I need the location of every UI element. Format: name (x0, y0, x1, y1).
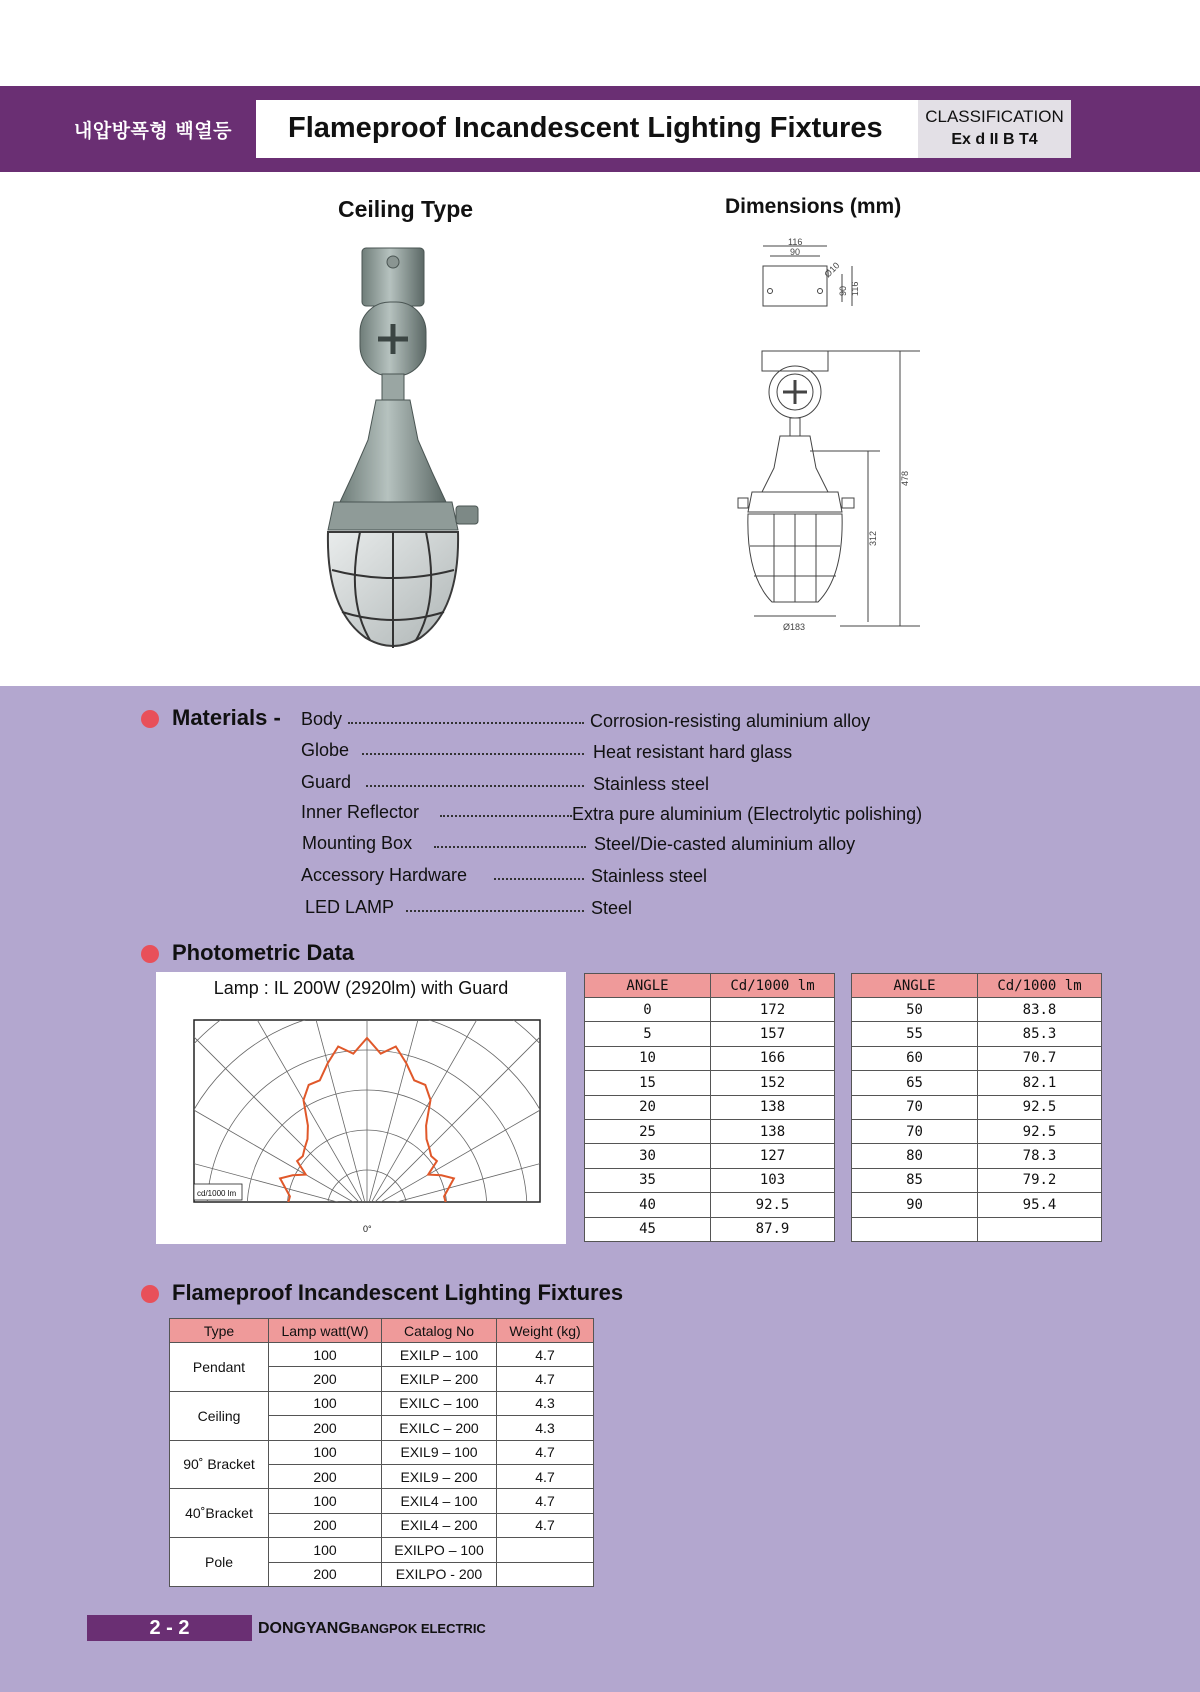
polar-ring (156, 972, 566, 1244)
table-row (585, 1193, 835, 1217)
lamp-watt-header: Lamp watt(W) (269, 1319, 382, 1343)
cd-cell: 138 (711, 1095, 835, 1119)
cd-cell: 172 (711, 998, 835, 1022)
polar-spoke (367, 972, 566, 1210)
watt-cell: 100 (269, 1391, 382, 1415)
cd-cell: 92.5 (711, 1193, 835, 1217)
cd-cell: 138 (711, 1119, 835, 1143)
angle-cell: 50 (852, 998, 978, 1022)
angle-cell: 0 (585, 998, 711, 1022)
dim-90-v: 90 (838, 285, 848, 296)
header-band (0, 86, 1200, 172)
dim-116-v: 116 (850, 281, 860, 296)
table-row (852, 1217, 1102, 1241)
material-value-globe: Heat resistant hard glass (593, 742, 793, 762)
angle-cell: 45 (585, 1217, 711, 1241)
catalog-cell: EXILC – 200 (382, 1416, 497, 1440)
table-row (585, 1095, 835, 1119)
company-main: DONGYANG (258, 1620, 351, 1637)
material-part-accessory-hardware: Accessory Hardware (301, 865, 468, 885)
type-header: Type (170, 1319, 269, 1343)
angle-table-1 (584, 973, 835, 1242)
angle-cell: 55 (852, 1022, 978, 1046)
angle-cell: 25 (585, 1119, 711, 1143)
type-cell: 40˚Bracket (170, 1489, 269, 1538)
material-part-guard: Guard (301, 772, 352, 792)
lamp-label: Lamp : IL 200W (2920lm) with Guard (213, 978, 509, 998)
catalog-cell: EXIL9 – 200 (382, 1464, 497, 1488)
material-part-mounting-box: Mounting Box (302, 833, 413, 853)
table-row (585, 1022, 835, 1046)
cd-cell: 79.2 (978, 1168, 1102, 1192)
polar-diagram (156, 972, 566, 1244)
angle-header: ANGLE (852, 974, 978, 998)
material-value-mounting-box: Steel/Die-casted aluminium alloy (594, 834, 856, 854)
leader-dots (434, 844, 586, 848)
ceiling-type-caption: Ceiling Type (338, 196, 474, 222)
cd-cell: 152 (711, 1071, 835, 1095)
catalog-cell: EXILC – 100 (382, 1391, 497, 1415)
table-row (852, 1144, 1102, 1168)
material-value-inner-reflector: Extra pure aluminium (Electrolytic polishing) (572, 804, 923, 824)
angle-cell: 60 (852, 1046, 978, 1070)
leader-dots (366, 783, 584, 787)
polar-ring (156, 972, 566, 1244)
table-row (585, 998, 835, 1022)
watt-cell: 100 (269, 1440, 382, 1464)
cd-cell: 92.5 (978, 1119, 1102, 1143)
angle-cell: 80 (852, 1144, 978, 1168)
angle-table-2 (851, 973, 1102, 1242)
weight-cell: 4.3 (497, 1391, 594, 1415)
angle-cell: 15 (585, 1071, 711, 1095)
angle-cell: 5 (585, 1022, 711, 1046)
dim-478: 478 (900, 470, 910, 486)
material-value-accessory-hardware: Stainless steel (591, 866, 708, 886)
angle-cell: 20 (585, 1095, 711, 1119)
cd-cell: 166 (711, 1046, 835, 1070)
polar-spoke (367, 972, 566, 1210)
table-row (170, 1391, 594, 1415)
dim-phi183: Ø183 (783, 622, 806, 632)
watt-cell: 100 (269, 1489, 382, 1513)
cd-cell (978, 1217, 1102, 1241)
korean-title: 내압방폭형 백열등 (74, 120, 232, 142)
fixtures-bullet (141, 1285, 159, 1303)
table-row (852, 1193, 1102, 1217)
catalog-cell: EXIL4 – 200 (382, 1513, 497, 1537)
material-value-body: Corrosion-resisting aluminium alloy (590, 711, 871, 731)
material-part-body: Body (301, 709, 343, 729)
cd-cell: 127 (711, 1144, 835, 1168)
cd-cell: 95.4 (978, 1193, 1102, 1217)
angle-cell: 70 (852, 1119, 978, 1143)
classification-value: Ex d II B T4 (951, 131, 1038, 148)
cd-cell: 87.9 (711, 1217, 835, 1241)
cd-cell: 78.3 (978, 1144, 1102, 1168)
weight-cell: 4.7 (497, 1440, 594, 1464)
page-number: 2 - 2 (87, 1615, 252, 1641)
table-row (585, 1119, 835, 1143)
dim-phi10: Ø10 (822, 260, 842, 280)
weight-cell (497, 1538, 594, 1562)
catalog-cell: EXILPO - 200 (382, 1562, 497, 1586)
angle-cell: 65 (852, 1071, 978, 1095)
weight-cell: 4.7 (497, 1464, 594, 1488)
angle-cell: 30 (585, 1144, 711, 1168)
angle-cell: 10 (585, 1046, 711, 1070)
materials-bullet (141, 710, 159, 728)
zero-angle-label: 0° (363, 1224, 372, 1234)
catalog-cell: EXILPO – 100 (382, 1538, 497, 1562)
table-row (852, 1046, 1102, 1070)
catalog-cell: EXIL9 – 100 (382, 1440, 497, 1464)
dimensions-drawing (730, 236, 930, 661)
dim-90-h: 90 (790, 247, 801, 257)
catalog-cell: EXILP – 200 (382, 1367, 497, 1391)
type-cell: Pendant (170, 1343, 269, 1392)
company-name (258, 1620, 486, 1638)
type-cell: Pole (170, 1538, 269, 1587)
watt-cell: 100 (269, 1538, 382, 1562)
classification-label: CLASSIFICATION (925, 107, 1064, 126)
angle-cell: 90 (852, 1193, 978, 1217)
watt-cell: 200 (269, 1464, 382, 1488)
title-box (256, 100, 918, 158)
table-row (585, 1071, 835, 1095)
leader-dots (406, 908, 584, 912)
type-cell: Ceiling (170, 1391, 269, 1440)
watt-cell: 100 (269, 1343, 382, 1367)
material-part-globe: Globe (301, 740, 350, 760)
cd-cell: 103 (711, 1168, 835, 1192)
fixture-photo (320, 240, 520, 655)
watt-cell: 200 (269, 1513, 382, 1537)
table-row (585, 1217, 835, 1241)
watt-cell: 200 (269, 1562, 382, 1586)
cd-cell: 157 (711, 1022, 835, 1046)
dimensions-caption: Dimensions (mm) (725, 195, 902, 218)
polar-ring (167, 1010, 566, 1244)
materials-title: Materials - (172, 705, 281, 730)
table-row (170, 1343, 594, 1367)
page-title: Flameproof Incandescent Lighting Fixtures (288, 112, 883, 144)
leader-dots (362, 751, 584, 755)
material-part-led-lamp: LED LAMP (305, 897, 395, 917)
company-sub: BANGPOK ELECTRIC (350, 1621, 486, 1636)
weight-cell: 4.7 (497, 1367, 594, 1391)
cd-cell: 92.5 (978, 1095, 1102, 1119)
material-value-led-lamp: Steel (591, 898, 633, 918)
table-row (852, 1095, 1102, 1119)
table-row (852, 1022, 1102, 1046)
weight-header: Weight (kg) (497, 1319, 594, 1343)
table-row (585, 1168, 835, 1192)
type-cell: 90˚ Bracket (170, 1440, 269, 1489)
polar-spoke (156, 1106, 367, 1210)
cd-header: Cd/1000 lm (711, 974, 835, 998)
leader-dots (440, 813, 572, 817)
dim-312: 312 (868, 530, 878, 546)
leader-dots (494, 876, 584, 880)
material-part-inner-reflector: Inner Reflector (301, 802, 420, 822)
table-row (170, 1440, 594, 1464)
photometric-bullet (141, 945, 159, 963)
angle-cell: 85 (852, 1168, 978, 1192)
table-row (852, 1071, 1102, 1095)
table-row (170, 1538, 594, 1562)
watt-cell: 200 (269, 1367, 382, 1391)
angle-cell: 35 (585, 1168, 711, 1192)
weight-cell: 4.7 (497, 1343, 594, 1367)
weight-cell (497, 1562, 594, 1586)
table-row (170, 1489, 594, 1513)
catalog-cell: EXILP – 100 (382, 1343, 497, 1367)
classification-box (918, 100, 1071, 158)
table-row (852, 1119, 1102, 1143)
polar-spoke (167, 972, 367, 1210)
table-row (585, 1144, 835, 1168)
angle-cell: 70 (852, 1095, 978, 1119)
unit-label: cd/1000 lm (197, 1189, 237, 1198)
polar-chart (156, 972, 566, 1244)
table-row (852, 998, 1102, 1022)
fixtures-table (169, 1318, 594, 1587)
angle-cell: 40 (585, 1193, 711, 1217)
table-row (852, 1168, 1102, 1192)
cd-cell: 82.1 (978, 1071, 1102, 1095)
catalog-cell: EXIL4 – 100 (382, 1489, 497, 1513)
angle-header: ANGLE (585, 974, 711, 998)
weight-cell: 4.7 (497, 1489, 594, 1513)
cd-cell: 70.7 (978, 1046, 1102, 1070)
cd-header: Cd/1000 lm (978, 974, 1102, 998)
watt-cell: 200 (269, 1416, 382, 1440)
photometric-title: Photometric Data (172, 940, 355, 965)
cd-cell: 83.8 (978, 998, 1102, 1022)
fixtures-title: Flameproof Incandescent Lighting Fixtures (172, 1280, 624, 1305)
leader-dots (348, 720, 584, 724)
table-row (585, 1046, 835, 1070)
angle-cell (852, 1217, 978, 1241)
weight-cell: 4.7 (497, 1513, 594, 1537)
weight-cell: 4.3 (497, 1416, 594, 1440)
material-value-guard: Stainless steel (593, 774, 710, 794)
dim-116-h: 116 (788, 237, 803, 247)
catalog-header: Catalog No (382, 1319, 497, 1343)
cd-cell: 85.3 (978, 1022, 1102, 1046)
